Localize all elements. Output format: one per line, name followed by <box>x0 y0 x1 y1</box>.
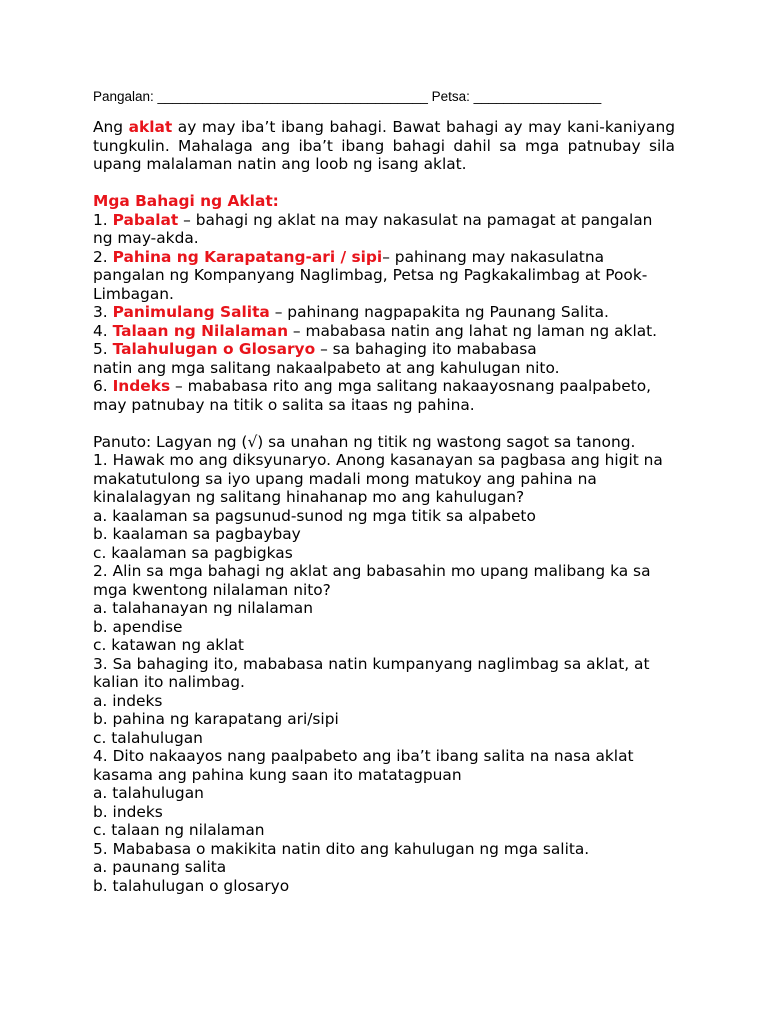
part-term: Talahulugan o Glosaryo <box>112 340 316 358</box>
part-item-continuation: natin ang mga salitang nakaalpabeto at ang kahulugan nito. <box>93 358 560 377</box>
part-term: Panimulang Salita <box>112 303 270 321</box>
part-item <box>93 211 675 248</box>
spacer <box>93 174 675 193</box>
spacer <box>93 414 675 433</box>
intro-text-rest: ay may iba’t ibang bahagi. Bawat bahagi ay may kani-kaniyang tungkulin. Mahalaga ang iba’t ibang bahagi dahil sa mga patnubay sila upang malalaman natin ang loob ng isang aklat. <box>93 118 675 173</box>
question-text: 4. Dito nakaayos nang paalpabeto ang iba’t ibang salita na nasa aklat kasama ang pahina kung saan ito matatagpuan <box>93 747 634 784</box>
part-number: 4. <box>93 321 113 340</box>
answer-choice: b. apendise <box>93 617 183 636</box>
part-description: – mababasa rito ang mga salitang nakaayosnang paalpabeto, may patnubay na titik o salita sa itaas ng pahina. <box>93 377 652 414</box>
part-item <box>93 322 675 341</box>
part-item <box>93 377 675 414</box>
intro-keyword: aklat <box>128 118 173 136</box>
part-number: 2. <box>93 247 113 266</box>
part-number: 5. <box>93 340 113 358</box>
answer-choice: a. talahanayan ng nilalaman <box>93 599 313 617</box>
answer-choice: a. kaalaman sa pagsunud-sunod ng mga titik sa alpabeto <box>93 506 536 525</box>
part-description: – mababasa natin ang lahat ng laman ng aklat. <box>288 321 658 340</box>
instructions: Panuto: Lagyan ng (√) sa unahan ng titik ng wastong sagot sa tanong. <box>93 432 636 451</box>
question-text: 1. Hawak mo ang diksyunaryo. Anong kasanayan sa pagbasa ang higit na makatutulong sa iyo upang madali mong matukoy ang pahina na kinalalagyan ng salitang hinahanap mo ang kahulugan? <box>93 451 663 506</box>
answer-choice: c. kaalaman sa pagbigkas <box>93 543 293 562</box>
intro-paragraph <box>93 118 675 174</box>
answer-choice: c. talahulugan <box>93 728 203 747</box>
answer-choice: a. indeks <box>93 691 163 710</box>
name-field-label: Pangalan: ____________________________________ <box>93 89 428 104</box>
part-term: Talaan ng Nilalaman <box>112 321 289 340</box>
part-item <box>93 340 675 359</box>
answer-choice: b. talahulugan o glosaryo <box>93 876 290 895</box>
part-number: 6. <box>93 377 113 395</box>
part-number: 3. <box>93 303 113 321</box>
part-term: Indeks <box>112 377 171 395</box>
question-text: 2. Alin sa mga bahagi ng aklat ang babasahin mo upang malibang ka sa mga kwentong nilalaman nito? <box>93 562 651 599</box>
answer-choice: c. talaan ng nilalaman <box>93 821 265 839</box>
part-description: – pahinang may nakasulatna pangalan ng Kompanyang Naglimbag, Petsa ng Pagkakalimbag at Pook-Limbagan. <box>93 247 648 303</box>
header-line <box>93 89 601 104</box>
question-text: 5. Mababasa o makikita natin dito ang kahulugan ng mga salita. <box>93 839 590 858</box>
intro-text-start: Ang <box>93 118 129 136</box>
answer-choice: a. paunang salita <box>93 858 227 876</box>
part-description: – bahagi ng aklat na may nakasulat na pamagat at pangalan ng may-akda. <box>93 210 653 247</box>
parts-heading: Mga Bahagi ng Aklat: <box>93 192 279 210</box>
answer-choice: a. talahulugan <box>93 784 204 802</box>
part-number: 1. <box>93 210 113 229</box>
answer-choice: b. indeks <box>93 802 163 821</box>
part-term: Pabalat <box>112 210 179 229</box>
answer-choice: b. pahina ng karapatang ari/sipi <box>93 710 339 728</box>
date-field-label: Petsa: _________________ <box>431 89 602 104</box>
part-term: Pahina ng Karapatang-ari / sipi <box>112 247 383 266</box>
question-text: 3. Sa bahaging ito, mababasa natin kumpanyang naglimbag sa aklat, at kalian ito nalimbag. <box>93 654 650 691</box>
part-description: – sa bahaging ito mababasa <box>315 340 537 358</box>
answer-choice: c. katawan ng aklat <box>93 636 244 654</box>
worksheet-content <box>93 118 675 895</box>
part-item <box>93 303 675 322</box>
answer-choice: b. kaalaman sa pagbaybay <box>93 525 301 543</box>
part-item <box>93 248 675 304</box>
part-description: – pahinang nagpapakita ng Paunang Salita. <box>269 303 609 321</box>
